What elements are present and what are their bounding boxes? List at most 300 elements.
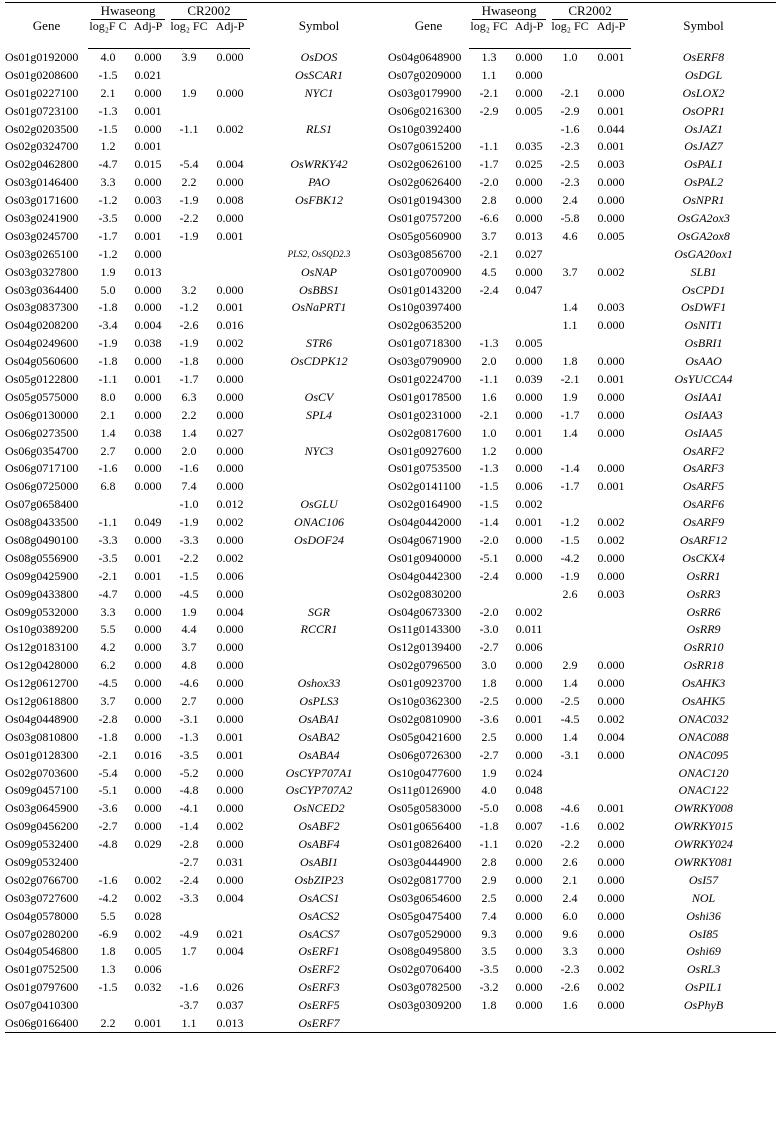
group-header-cr2002-left xyxy=(168,3,250,21)
log2fc-cr2002-cell xyxy=(168,961,210,979)
log2fc-cr2002-cell: 1.9 xyxy=(562,389,578,404)
gene-id-cell: Os07g0658400 xyxy=(5,497,79,512)
gene-symbol-cell: OsI85 xyxy=(688,926,719,941)
gene-symbol-cell: OsCV xyxy=(304,389,334,404)
adjp-hwaseong-cell: 0.016 xyxy=(134,747,162,762)
log2fc-hwaseong-cell: -2.1 xyxy=(479,246,499,261)
symbol-header-right: Symbol xyxy=(631,3,776,49)
gene-symbol-cell: OsBBS1 xyxy=(299,282,340,297)
log2fc-cr2002-cell: 2.1 xyxy=(562,872,578,887)
log2fc-hwaseong-cell: -3.6 xyxy=(479,711,499,726)
adjp-hwaseong-cell: 0.000 xyxy=(134,389,162,404)
adjp-cr2002-cell: 0.000 xyxy=(216,640,244,655)
log2fc-hwaseong-cell: -1.5 xyxy=(479,497,499,512)
gene-id-cell: Os10g0477600 xyxy=(388,765,462,780)
log2fc-cr2002-cell: 2.0 xyxy=(181,443,197,458)
table-row xyxy=(5,1015,776,1033)
gene-symbol-cell xyxy=(631,1015,776,1033)
table-row xyxy=(5,693,776,711)
adjp-cr2002-cell xyxy=(210,245,250,263)
table-row xyxy=(5,657,776,675)
log2fc-cr2002-cell xyxy=(549,281,591,299)
gene-id-cell: Os11g0126900 xyxy=(388,783,461,798)
log2fc-cr2002-cell: 2.9 xyxy=(562,658,578,673)
log2fc-cr2002-cell xyxy=(549,66,591,84)
adjp-hwaseong-cell xyxy=(509,299,549,317)
log2fc-cr2002-cell: 1.0 xyxy=(562,50,578,65)
log2fc-cr2002-cell: -5.4 xyxy=(179,157,199,172)
log2fc-cr2002-cell: -1.9 xyxy=(179,193,199,208)
gene-symbol-cell: OsPAL2 xyxy=(683,175,724,190)
log2fc-hwaseong-cell: -5.4 xyxy=(98,765,118,780)
gene-id-cell xyxy=(388,1015,469,1033)
gene-symbol-cell: OsRR9 xyxy=(686,622,721,637)
gene-symbol-cell: OsDOS xyxy=(300,49,338,64)
gene-symbol-cell: NYC1 xyxy=(304,85,334,100)
gene-symbol-cell xyxy=(250,210,388,228)
adjp-hwaseong-cell: 0.000 xyxy=(515,890,543,905)
log2fc-cr2002-cell xyxy=(168,263,210,281)
adjp-cr2002-cell: 0.000 xyxy=(597,461,625,476)
log2fc-cr2002-cell: -4.6 xyxy=(560,801,580,816)
adjp-hwaseong-cell: 0.000 xyxy=(515,389,543,404)
log2fc-hwaseong-cell: -1.7 xyxy=(98,228,118,243)
log2fc-cr2002-cell xyxy=(549,245,591,263)
gene-id-cell: Os04g0442000 xyxy=(388,515,462,530)
table-row xyxy=(5,782,776,800)
adjp-hwaseong-cell: 0.021 xyxy=(134,67,162,82)
adjp-cr2002-cell xyxy=(591,782,631,800)
log2fc-hwaseong-cell: 1.9 xyxy=(481,765,497,780)
adjp-hwaseong-cell: 0.000 xyxy=(134,694,162,708)
log2fc-hwaseong-cell: -3.2 xyxy=(479,980,499,995)
log2fc-cr2002-cell: 1.4 xyxy=(562,300,578,315)
adjp-cr2002-cell: 0.000 xyxy=(597,837,625,852)
gene-symbol-cell: OsYUCCA4 xyxy=(674,371,733,386)
table-row xyxy=(5,925,776,943)
table-row xyxy=(5,138,776,156)
group-header-hwaseong-left xyxy=(88,3,168,21)
gene-id-cell: Os03g0782500 xyxy=(388,980,462,995)
gene-id-cell: Os02g0141100 xyxy=(388,479,461,494)
log2fc-hwaseong-cell: 4.0 xyxy=(481,783,497,798)
gene-id-cell: Os03g0364400 xyxy=(5,282,79,297)
adjp-cr2002-cell: 0.002 xyxy=(216,550,244,565)
table-row xyxy=(5,371,776,389)
table-row xyxy=(5,728,776,746)
adjp-hwaseong-cell: 0.000 xyxy=(515,694,543,708)
log2fc-cr2002-cell: -4.1 xyxy=(179,801,199,816)
gene-symbol-cell: OsABF2 xyxy=(298,819,340,834)
table-row xyxy=(5,836,776,854)
table-row xyxy=(5,943,776,961)
group-label: CR2002 xyxy=(552,3,627,20)
gene-id-cell: Os02g0810900 xyxy=(388,711,462,726)
adjp-cr2002-cell: 0.000 xyxy=(597,175,625,190)
table-row xyxy=(5,764,776,782)
adjp-cr2002-cell: 0.000 xyxy=(597,389,625,404)
adjp-hwaseong-cell: 0.000 xyxy=(134,121,162,136)
table-row xyxy=(5,639,776,657)
log2fc-hwaseong-cell: -2.1 xyxy=(479,407,499,422)
log2fc-cr2002-cell: -3.1 xyxy=(560,747,580,762)
adjp-hwaseong-cell: 0.006 xyxy=(515,479,543,494)
log2fc-cr2002-cell: 1.4 xyxy=(562,425,578,440)
log2fc-hwaseong-cell: -6.6 xyxy=(479,210,499,225)
gene-id-cell: Os02g0324700 xyxy=(5,139,79,154)
log2fc-hwaseong-cell: -1.3 xyxy=(479,461,499,476)
gene-symbol-cell: OsERF8 xyxy=(682,49,725,64)
log2fc-cr2002-cell: -1.7 xyxy=(560,479,580,494)
adjp-cr2002-cell: 0.008 xyxy=(216,193,244,208)
adjp-cr2002-cell xyxy=(591,442,631,460)
gene-id-cell: Os02g0635200 xyxy=(388,318,462,333)
log2fc-hwaseong-cell: -1.6 xyxy=(98,872,118,887)
gene-id-cell: Os06g0216300 xyxy=(388,103,462,118)
log2fc-cr2002-cell: -2.3 xyxy=(560,175,580,190)
adjp-hwaseong-cell xyxy=(509,1015,549,1033)
log2fc-cr2002-cell: -4.6 xyxy=(179,676,199,691)
gene-symbol-cell: OsCYP707A1 xyxy=(285,765,353,780)
adjp-cr2002-cell: 0.003 xyxy=(597,586,625,601)
adjp-cr2002-cell: 0.006 xyxy=(216,568,244,583)
gene-symbol-cell: OsFBK12 xyxy=(295,193,344,208)
table-row xyxy=(5,299,776,317)
adjp-cr2002-cell: 0.001 xyxy=(597,139,625,154)
gene-id-cell: Os01g0923700 xyxy=(388,676,462,691)
adjp-cr2002-cell: 0.001 xyxy=(597,103,625,118)
gene-symbol-cell: OWRKY008 xyxy=(674,801,733,816)
gene-symbol-cell: PLS2, OsSQD2.3 xyxy=(287,249,351,260)
adjp-hwaseong-cell: 0.000 xyxy=(515,354,543,369)
adjp-hwaseong-cell: 0.001 xyxy=(134,139,162,154)
gene-id-cell: Os09g0456200 xyxy=(5,819,79,834)
gene-symbol-cell: OsARF9 xyxy=(682,515,725,530)
gene-symbol-cell: PAO xyxy=(308,175,330,190)
adjp-hwaseong-cell: 0.000 xyxy=(515,175,543,190)
table-row xyxy=(5,854,776,872)
log2fc-hwaseong-cell: 5.5 xyxy=(100,908,116,923)
adjp-cr2002-cell: 0.004 xyxy=(216,604,244,619)
log2fc-cr2002-cell: -1.9 xyxy=(179,515,199,530)
gene-symbol-cell: OsNAP xyxy=(301,264,338,279)
gene-id-cell: Os06g0166400 xyxy=(5,1015,88,1033)
gene-id-cell: Os10g0362300 xyxy=(388,694,462,708)
gene-symbol-cell: ONAC088 xyxy=(678,729,729,744)
log2fc-cr2002-cell: -2.1 xyxy=(560,371,580,386)
adjp-hwaseong-cell: 0.000 xyxy=(515,193,543,208)
gene-expression-table xyxy=(5,2,776,1033)
col-adjp-header: Adj-P xyxy=(210,20,250,49)
gene-id-cell: Os12g0428000 xyxy=(5,658,79,673)
log2fc-cr2002-cell: -1.5 xyxy=(179,568,199,583)
col-adjp-header: Adj-P xyxy=(128,20,168,49)
adjp-hwaseong-cell: 0.007 xyxy=(515,819,543,834)
log2fc-hwaseong-cell: -1.8 xyxy=(479,819,499,834)
gene-symbol-cell: OsbZIP23 xyxy=(294,872,344,887)
gene-id-cell: Os08g0490100 xyxy=(5,532,79,547)
adjp-hwaseong-cell: 0.000 xyxy=(134,210,162,225)
gene-symbol-cell: RLS1 xyxy=(306,121,333,136)
adjp-cr2002-cell: 0.001 xyxy=(597,371,625,386)
adjp-cr2002-cell: 0.000 xyxy=(597,210,625,225)
log2fc-hwaseong-cell: 1.6 xyxy=(481,389,497,404)
log2fc-cr2002-cell: 9.6 xyxy=(562,926,578,941)
gene-id-cell: Os09g0532000 xyxy=(5,604,79,619)
log2fc-hwaseong-cell: -1.8 xyxy=(98,300,118,315)
adjp-hwaseong-cell: 0.000 xyxy=(134,819,162,834)
gene-symbol-cell: OsJAZ1 xyxy=(684,121,723,136)
gene-id-cell: Os02g0830200 xyxy=(388,586,462,601)
adjp-hwaseong-cell: 0.000 xyxy=(515,908,543,923)
gene-id-cell: Os02g0703600 xyxy=(5,765,79,780)
adjp-hwaseong-cell: 0.000 xyxy=(134,282,162,297)
gene-symbol-cell: OsDOF24 xyxy=(294,532,345,547)
gene-symbol-cell: OsDWF1 xyxy=(680,300,727,315)
log2fc-cr2002-cell: 3.7 xyxy=(562,264,578,279)
log2fc-hwaseong-cell: -5.0 xyxy=(479,801,499,816)
adjp-cr2002-cell xyxy=(591,1015,631,1033)
log2fc-cr2002-cell: -4.9 xyxy=(179,926,199,941)
gene-symbol-cell: OsRL3 xyxy=(686,962,721,977)
header-row-groups xyxy=(5,3,776,21)
adjp-cr2002-cell: 0.002 xyxy=(597,819,625,834)
gene-id-cell: Os02g0706400 xyxy=(388,962,462,977)
gene-symbol-cell: OsGA20ox1 xyxy=(674,246,733,261)
adjp-cr2002-cell: 0.004 xyxy=(216,890,244,905)
adjp-cr2002-cell: 0.001 xyxy=(597,801,625,816)
gene-symbol-cell: OsARF5 xyxy=(682,479,725,494)
gene-symbol-cell: SPL4 xyxy=(306,407,333,422)
table-row xyxy=(5,281,776,299)
adjp-hwaseong-cell: 0.002 xyxy=(134,926,162,941)
log2fc-hwaseong-cell: -1.9 xyxy=(98,336,118,351)
adjp-hwaseong-cell: 0.000 xyxy=(515,676,543,691)
adjp-cr2002-cell xyxy=(210,907,250,925)
adjp-hwaseong-cell: 0.000 xyxy=(134,801,162,816)
adjp-hwaseong-cell: 0.000 xyxy=(134,407,162,422)
log2fc-hwaseong-cell: 1.1 xyxy=(481,67,497,82)
adjp-hwaseong-cell: 0.028 xyxy=(134,908,162,923)
gene-id-cell: Os06g0726300 xyxy=(388,747,462,762)
log2fc-cr2002-cell: -2.2 xyxy=(179,550,199,565)
adjp-hwaseong-cell: 0.000 xyxy=(515,747,543,762)
log2fc-hwaseong-cell: -4.8 xyxy=(98,837,118,852)
gene-symbol-cell: NOL xyxy=(691,890,716,905)
log2fc-hwaseong-cell: 1.9 xyxy=(100,264,116,279)
adjp-cr2002-cell: 0.000 xyxy=(216,443,244,458)
adjp-hwaseong-cell: 0.000 xyxy=(515,67,543,82)
log2fc-cr2002-cell: 2.7 xyxy=(181,694,197,708)
gene-symbol-cell: OsCKX4 xyxy=(682,550,725,565)
table-row xyxy=(5,424,776,442)
adjp-hwaseong-cell: 0.000 xyxy=(515,85,543,100)
gene-id-cell: Os03g0790900 xyxy=(388,354,462,369)
gene-id-cell: Os03g0146400 xyxy=(5,175,79,190)
log2fc-hwaseong-cell: -1.8 xyxy=(98,354,118,369)
adjp-cr2002-cell: 0.000 xyxy=(597,694,625,708)
gene-symbol-cell xyxy=(250,657,388,675)
log2fc-cr2002-cell: -1.6 xyxy=(560,121,580,136)
adjp-cr2002-cell: 0.013 xyxy=(210,1015,250,1033)
gene-id-cell: Os01g0231000 xyxy=(388,407,462,422)
table-row xyxy=(5,460,776,478)
log2fc-cr2002-cell: 1.7 xyxy=(181,944,197,959)
gene-symbol-cell: OsABA1 xyxy=(298,711,340,726)
log2fc-cr2002-cell: -1.0 xyxy=(179,497,199,512)
gene-id-cell: Os01g0227100 xyxy=(5,85,79,100)
adjp-cr2002-cell: 0.000 xyxy=(597,998,625,1013)
log2fc-hwaseong-cell: 6.8 xyxy=(100,479,116,494)
log2fc-cr2002-cell: -1.2 xyxy=(560,515,580,530)
adjp-cr2002-cell: 0.002 xyxy=(216,515,244,530)
adjp-cr2002-cell: 0.000 xyxy=(216,801,244,816)
gene-id-cell: Os01g0143200 xyxy=(388,282,462,297)
gene-symbol-cell: OsJAZ7 xyxy=(684,139,723,154)
adjp-hwaseong-cell: 0.001 xyxy=(134,371,162,386)
adjp-hwaseong-cell: 0.000 xyxy=(515,50,543,65)
log2fc-cr2002-cell: -2.2 xyxy=(179,210,199,225)
log2fc-hwaseong-cell: -6.9 xyxy=(98,926,118,941)
adjp-hwaseong-cell: 0.001 xyxy=(515,425,543,440)
log2fc-cr2002-cell: -1.1 xyxy=(179,121,199,136)
log2fc-cr2002-cell: -1.3 xyxy=(179,729,199,744)
log2fc-hwaseong-cell: -1.2 xyxy=(98,193,118,208)
log2fc-cr2002-cell: -2.3 xyxy=(560,962,580,977)
gene-id-cell: Os01g0723100 xyxy=(5,103,79,118)
adjp-cr2002-cell: 0.000 xyxy=(216,622,244,637)
table-row xyxy=(5,478,776,496)
gene-symbol-cell: OsRR6 xyxy=(686,604,721,619)
adjp-hwaseong-cell: 0.000 xyxy=(134,50,162,65)
gene-symbol-cell: OsERF3 xyxy=(298,980,340,995)
log2fc-hwaseong-cell: -1.1 xyxy=(479,837,499,852)
gene-symbol-cell: OsACS2 xyxy=(298,908,340,923)
log2fc-hwaseong-cell: -1.6 xyxy=(98,461,118,476)
log2fc-hwaseong-cell: 2.1 xyxy=(100,85,116,100)
adjp-hwaseong-cell: 0.001 xyxy=(515,711,543,726)
log2fc-cr2002-cell: 1.1 xyxy=(168,1015,210,1033)
log2fc-hwaseong-cell xyxy=(88,854,128,872)
log2fc-hwaseong-cell: 1.2 xyxy=(481,443,497,458)
log2fc-cr2002-cell xyxy=(549,621,591,639)
table-row xyxy=(5,210,776,228)
log2fc-hwaseong-cell: 2.8 xyxy=(481,855,497,870)
gene-symbol-cell: OsACS7 xyxy=(298,926,340,941)
gene-symbol-cell xyxy=(250,460,388,478)
log2fc-cr2002-cell: -3.3 xyxy=(179,890,199,905)
log2fc-hwaseong-cell: -1.2 xyxy=(98,246,118,261)
adjp-cr2002-cell: 0.000 xyxy=(216,837,244,852)
gene-symbol-cell: OsPIL1 xyxy=(684,980,723,995)
adjp-cr2002-cell: 0.000 xyxy=(597,550,625,565)
adjp-cr2002-cell: 0.000 xyxy=(597,855,625,870)
gene-id-cell: Os02g0626100 xyxy=(388,157,462,172)
gene-id-cell: Os01g0178500 xyxy=(388,389,462,404)
log2fc-hwaseong-cell: 7.4 xyxy=(481,908,497,923)
adjp-hwaseong-cell: 0.000 xyxy=(134,354,162,369)
adjp-cr2002-cell: 0.002 xyxy=(216,121,244,136)
table-row xyxy=(5,979,776,997)
adjp-hwaseong-cell: 0.001 xyxy=(134,103,162,118)
adjp-cr2002-cell: 0.001 xyxy=(216,300,244,315)
adjp-hwaseong-cell: 0.005 xyxy=(515,103,543,118)
gene-symbol-cell: OsNIT1 xyxy=(684,318,723,333)
log2fc-hwaseong-cell: 8.0 xyxy=(100,389,116,404)
table-row xyxy=(5,961,776,979)
table-row xyxy=(5,746,776,764)
log2fc-cr2002-cell: 4.4 xyxy=(181,622,197,637)
gene-symbol-cell: OsABF4 xyxy=(298,837,340,852)
gene-id-cell: Os01g0752500 xyxy=(5,962,79,977)
symbol-header-left: Symbol xyxy=(250,3,388,49)
log2fc-cr2002-cell: 7.4 xyxy=(181,479,197,494)
gene-symbol-cell: OWRKY024 xyxy=(674,837,733,852)
table-row xyxy=(5,442,776,460)
gene-symbol-cell xyxy=(250,639,388,657)
adjp-cr2002-cell: 0.000 xyxy=(216,407,244,422)
gene-symbol-cell: OsCYP707A2 xyxy=(285,783,353,798)
log2fc-hwaseong-cell: 1.3 xyxy=(481,50,497,65)
gene-symbol-cell: OsIAA1 xyxy=(684,389,723,404)
table-row xyxy=(5,567,776,585)
log2fc-hwaseong-cell: 2.7 xyxy=(100,443,116,458)
adjp-hwaseong-cell: 0.011 xyxy=(515,622,543,637)
log2fc-cr2002-cell: -1.6 xyxy=(179,980,199,995)
adjp-cr2002-cell: 0.027 xyxy=(216,425,244,440)
log2fc-cr2002-cell: 2.4 xyxy=(562,890,578,905)
log2fc-cr2002-cell: -4.8 xyxy=(179,783,199,798)
adjp-hwaseong-cell: 0.000 xyxy=(515,855,543,870)
gene-id-cell: Os10g0397400 xyxy=(388,300,462,315)
adjp-cr2002-cell: 0.000 xyxy=(597,747,625,762)
gene-symbol-cell: OsERF7 xyxy=(250,1015,388,1033)
log2fc-hwaseong-cell: 1.3 xyxy=(100,962,116,977)
gene-symbol-cell: RCCR1 xyxy=(300,622,338,637)
col-log2fc-header: log₂F C xyxy=(88,20,128,49)
log2fc-hwaseong-cell: -3.5 xyxy=(479,962,499,977)
table-row xyxy=(5,192,776,210)
log2fc-cr2002-cell: 2.2 xyxy=(181,175,197,190)
group-label: CR2002 xyxy=(171,3,246,20)
gene-symbol-cell: OsACS1 xyxy=(298,890,340,905)
log2fc-cr2002-cell: -1.6 xyxy=(179,461,199,476)
log2fc-hwaseong-cell: -4.7 xyxy=(98,157,118,172)
gene-symbol-cell: OsDGL xyxy=(684,67,723,82)
log2fc-cr2002-cell xyxy=(168,138,210,156)
log2fc-hwaseong-cell: 2.5 xyxy=(481,890,497,905)
gene-symbol-cell: OsARF12 xyxy=(679,532,728,547)
document-page xyxy=(5,2,776,1033)
log2fc-hwaseong-cell: 2.5 xyxy=(481,729,497,744)
adjp-cr2002-cell: 0.000 xyxy=(216,676,244,691)
gene-symbol-cell: ONAC120 xyxy=(678,765,729,780)
gene-symbol-cell: OsI57 xyxy=(688,872,719,887)
log2fc-hwaseong-cell: -2.4 xyxy=(479,568,499,583)
log2fc-cr2002-cell: -2.2 xyxy=(560,837,580,852)
adjp-hwaseong-cell: 0.002 xyxy=(515,497,543,512)
table-row xyxy=(5,871,776,889)
adjp-cr2002-cell: 0.000 xyxy=(216,461,244,476)
adjp-cr2002-cell: 0.004 xyxy=(216,157,244,172)
adjp-hwaseong-cell: 0.000 xyxy=(515,264,543,279)
gene-id-cell: Os04g0208200 xyxy=(5,318,79,333)
adjp-hwaseong-cell: 0.000 xyxy=(515,407,543,422)
adjp-cr2002-cell: 0.000 xyxy=(216,658,244,673)
adjp-hwaseong-cell: 0.005 xyxy=(134,944,162,959)
gene-id-cell: Os10g0389200 xyxy=(5,622,79,637)
adjp-cr2002-cell xyxy=(210,263,250,281)
